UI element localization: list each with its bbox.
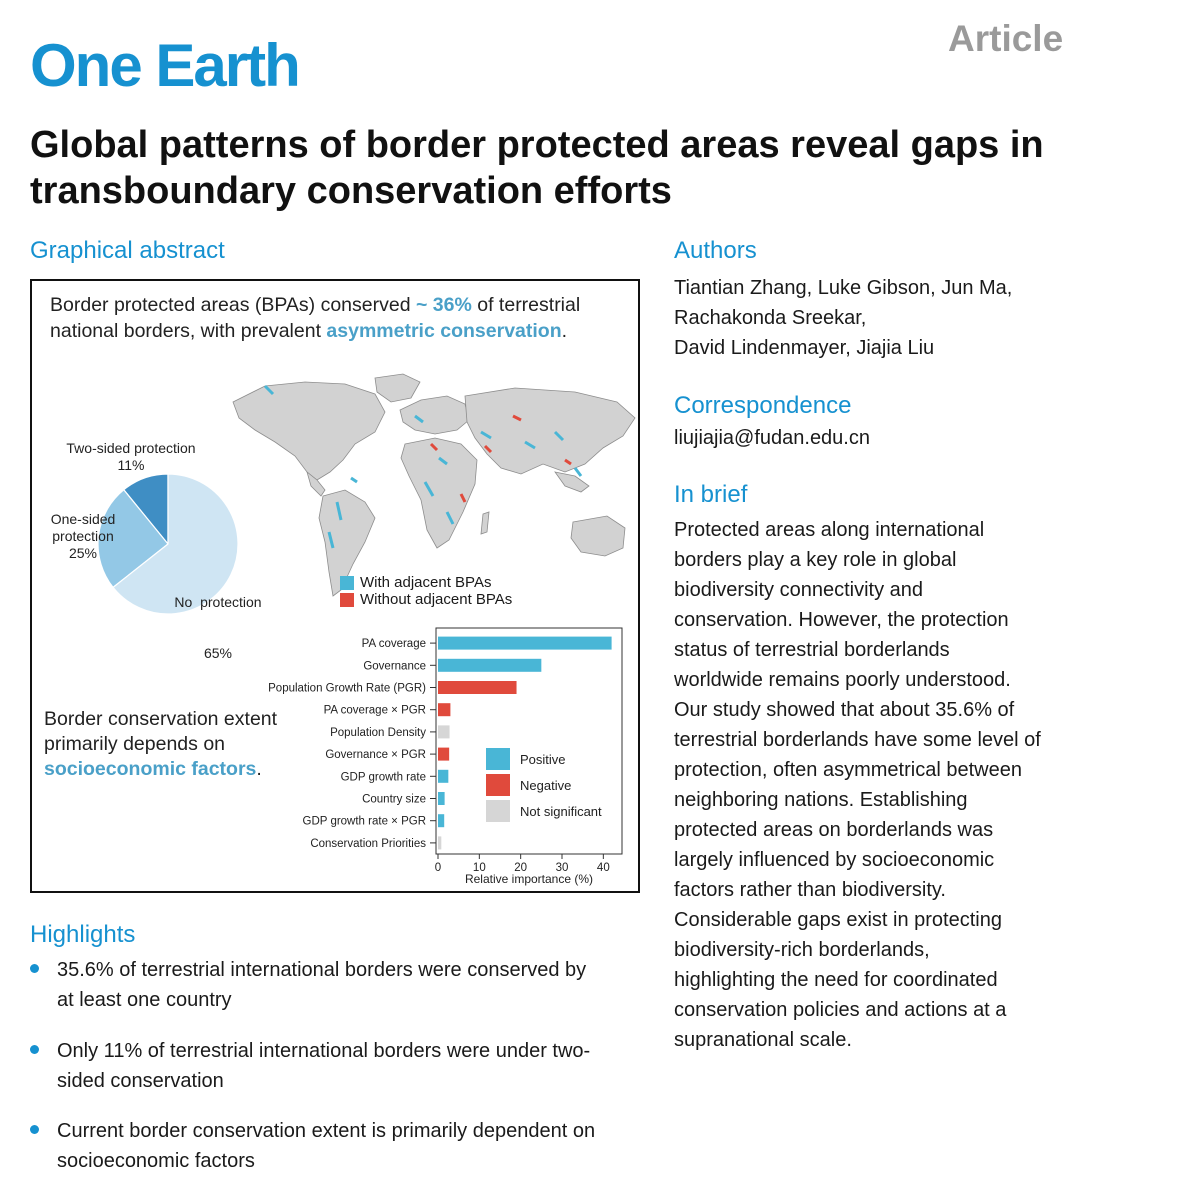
authors-list xyxy=(674,273,1174,363)
legend-label: Not significant xyxy=(520,804,602,819)
in-brief-text xyxy=(674,515,1174,1055)
bar-6 xyxy=(438,748,449,761)
highlight-line: Only 11% of terrestrial international borders were under two- xyxy=(57,1040,591,1062)
world-map xyxy=(225,372,650,607)
bar-8 xyxy=(438,792,445,805)
summary-text-1: Border protected areas (BPAs) conserved xyxy=(50,294,411,316)
bar-3 xyxy=(438,681,517,694)
bar-category-label: Conservation Priorities xyxy=(310,837,426,850)
correspondence-heading: Correspondence xyxy=(674,392,852,419)
conclusion-text: Border conservation extent primarily depends on xyxy=(44,708,278,755)
summary-end: . xyxy=(561,320,568,342)
bar-category-label: Governance × PGR xyxy=(325,749,426,762)
pie-label-one-sided xyxy=(40,511,126,562)
legend-label-without-bpa: Without adjacent BPAs xyxy=(360,591,513,608)
pie-label-two-sided-text: Two-sided protection xyxy=(66,440,196,456)
in-brief-line: conservation. However, the protection xyxy=(674,609,1009,631)
in-brief-line: status of terrestrial borderlands xyxy=(674,639,950,661)
highlights-heading: Highlights xyxy=(30,921,136,948)
in-brief-line: conservation policies and actions at a xyxy=(674,999,1007,1021)
x-tick-label: 20 xyxy=(514,862,528,874)
bar-category-label: Governance xyxy=(363,660,426,673)
bar-category-label: Population Density xyxy=(330,726,426,739)
in-brief-line: biodiversity connectivity and xyxy=(674,579,924,601)
bar-7 xyxy=(438,770,448,783)
pie-label-none-pct: 65% xyxy=(203,645,233,661)
x-axis-label: Relative importance (%) xyxy=(464,872,594,886)
article-title: Global patterns of border protected areas reveal gaps in transboundary conservation efforts xyxy=(30,124,1044,212)
pie-label-two-sided xyxy=(46,440,216,474)
bar-category-label: Country size xyxy=(362,793,426,806)
legend-label: Negative xyxy=(520,778,572,793)
in-brief-line: Considerable gaps exist in protecting xyxy=(674,909,1002,931)
graphical-abstract-heading: Graphical abstract xyxy=(30,237,225,264)
map-north-america xyxy=(233,382,385,480)
author-line: Rachakonda Sreekar, xyxy=(674,307,867,329)
bar-category-label: PA coverage × PGR xyxy=(323,704,426,717)
pie-label-one-sided-text-1: One-sided xyxy=(50,511,116,527)
bar-category-label: Population Growth Rate (PGR) xyxy=(268,682,426,695)
highlight-line: Current border conservation extent is primarily dependent on xyxy=(57,1120,596,1142)
summary-percent: ~ 36% xyxy=(415,294,472,316)
summary-emphasis: asymmetric conservation xyxy=(326,320,562,342)
bullet-icon xyxy=(30,964,39,973)
bullet-icon xyxy=(30,1045,39,1054)
pie-label-none-text: No protection xyxy=(174,594,262,610)
pie-label-one-sided-text-2: protection xyxy=(52,528,114,544)
pie-label-one-sided-pct: 25% xyxy=(68,545,98,561)
bullet-icon xyxy=(30,1125,39,1134)
x-tick-label: 10 xyxy=(472,862,486,874)
in-brief-line: factors rather than biodiversity. xyxy=(674,879,946,901)
author-line: David Lindenmayer, Jiajia Liu xyxy=(674,337,935,359)
article-type-label: Article xyxy=(948,18,1064,59)
legend-swatch-not-significant xyxy=(486,800,510,822)
bar-2 xyxy=(438,659,541,672)
in-brief-line: terrestrial borderlands have some level of xyxy=(674,729,1041,751)
journal-name: One Earth xyxy=(30,32,299,99)
in-brief-heading: In brief xyxy=(674,481,748,508)
legend-label-with-bpa: With adjacent BPAs xyxy=(360,574,492,591)
highlight-line: sided conservation xyxy=(57,1070,224,1092)
bar-1 xyxy=(438,637,612,650)
in-brief-line: protected areas on borderlands was xyxy=(674,819,994,841)
highlight-item xyxy=(30,1036,660,1096)
bar-4 xyxy=(438,703,450,716)
bar-category-label: PA coverage xyxy=(361,638,426,651)
bar-10 xyxy=(438,836,441,849)
in-brief-line: protection, often asymmetrical between xyxy=(674,759,1022,781)
authors-heading: Authors xyxy=(674,237,757,264)
in-brief-line: biodiversity-rich borderlands, xyxy=(674,939,930,961)
in-brief-line: Our study showed that about 35.6% of xyxy=(674,699,1015,721)
map-africa xyxy=(401,438,477,548)
bar-9 xyxy=(438,814,444,827)
highlight-line: socioeconomic factors xyxy=(57,1150,255,1172)
in-brief-line: highlighting the need for coordinated xyxy=(674,969,998,991)
correspondence-email[interactable]: liujiajia@fudan.edu.cn xyxy=(674,427,870,449)
x-tick-label: 0 xyxy=(434,862,442,874)
highlight-item xyxy=(30,955,660,1015)
in-brief-line: largely influenced by socioeconomic xyxy=(674,849,995,871)
graphical-abstract-summary xyxy=(50,292,630,344)
in-brief-line: neighboring nations. Establishing xyxy=(674,789,968,811)
legend-swatch-without-bpa xyxy=(340,593,354,607)
map-southeast-asia xyxy=(555,472,589,492)
x-tick-label: 30 xyxy=(555,862,569,874)
highlight-line: at least one country xyxy=(57,989,232,1011)
in-brief-line: supranational scale. xyxy=(674,1029,852,1051)
importance-bar-chart xyxy=(250,622,635,887)
highlight-item xyxy=(30,1116,660,1176)
legend-swatch-with-bpa xyxy=(340,576,354,590)
in-brief-line: Protected areas along international xyxy=(674,519,985,541)
map-greenland xyxy=(375,374,420,402)
map-europe xyxy=(400,396,469,434)
highlight-line: 35.6% of terrestrial international borders were conserved by xyxy=(57,959,587,981)
summary-text-2: of terrestrial national borders, with prevalent xyxy=(50,294,581,342)
bar-5 xyxy=(438,725,450,738)
bar-category-label: GDP growth rate xyxy=(340,771,426,784)
legend-swatch-positive xyxy=(486,748,510,770)
in-brief-line: borders play a key role in global xyxy=(674,549,957,571)
map-asia xyxy=(465,388,635,474)
legend-label: Positive xyxy=(520,752,566,767)
author-line: Tiantian Zhang, Luke Gibson, Jun Ma, xyxy=(674,277,1013,299)
pie-label-two-sided-pct: 11% xyxy=(117,457,145,473)
conclusion-end: . xyxy=(256,758,262,780)
map-madagascar xyxy=(481,512,489,534)
legend-swatch-negative xyxy=(486,774,510,796)
bar-category-label: GDP growth rate × PGR xyxy=(302,815,426,828)
in-brief-line: worldwide remains poorly understood. xyxy=(674,669,1011,691)
conclusion-emphasis: socioeconomic factors xyxy=(44,758,257,780)
x-tick-label: 40 xyxy=(596,862,610,874)
map-australia xyxy=(571,516,625,556)
